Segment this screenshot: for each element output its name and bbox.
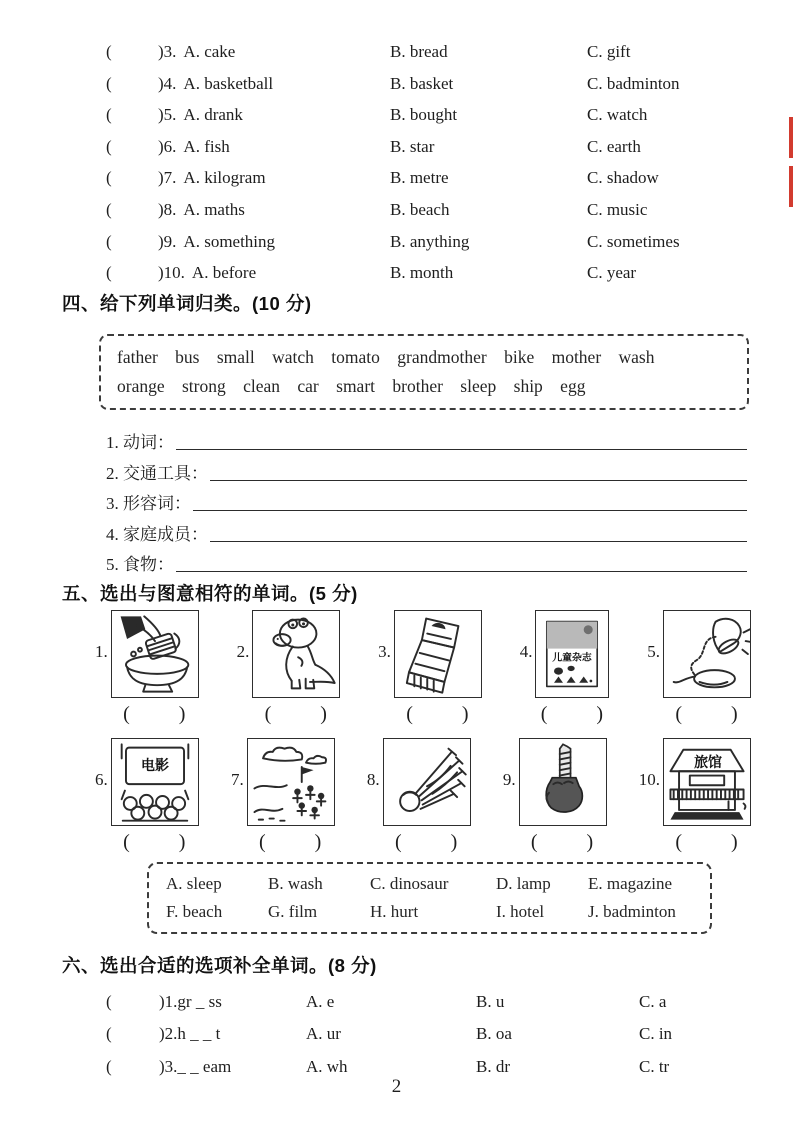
cinema-screen-caption: 电影 (140, 757, 169, 774)
answer-parens: ( ) (123, 703, 187, 725)
fill-letter-row (106, 986, 738, 1018)
answer-blank (210, 480, 747, 481)
option-c: C. gift (587, 42, 631, 61)
picture-item (520, 610, 610, 726)
option-c: C. badminton (587, 73, 680, 93)
option-b: B. dr (476, 1056, 510, 1076)
option-c: C. a (639, 992, 667, 1011)
badminton-picture (383, 738, 471, 826)
question-and-option-a (158, 162, 390, 194)
option-c: C. year (587, 263, 637, 283)
fill-letter-row (106, 1018, 738, 1050)
picture-item (647, 610, 751, 726)
option-b: B. bread (390, 42, 448, 61)
question-and-option-a (158, 99, 390, 131)
option-c: C. earth (587, 136, 641, 156)
picture-number: 8. (366, 770, 380, 789)
picture-item (237, 610, 341, 726)
category-label: 4. 家庭成员： (106, 524, 208, 544)
picture-item (378, 610, 482, 726)
incomplete-word: _ _ eam (177, 1056, 232, 1076)
hurt-finger-picture (519, 738, 607, 826)
option-a: A. something (183, 231, 276, 251)
option-a: A. e (306, 992, 335, 1011)
picture-number: 1. (95, 642, 108, 661)
answer-parens: ( ) (540, 703, 605, 725)
choice-row (106, 131, 751, 163)
answer-paren: ( (106, 168, 112, 188)
answer-blank (193, 510, 747, 511)
option-b: B. oa (476, 1024, 512, 1044)
option-a: A. wh (306, 1056, 348, 1076)
option-a: A. maths (183, 199, 245, 219)
word-options-box (147, 862, 712, 934)
picture-item (367, 738, 471, 854)
picture-number: 9. (502, 770, 516, 789)
option-item: E. magazine (588, 874, 673, 893)
question-number: )3. (158, 42, 177, 61)
option-b: B. basket (390, 73, 454, 93)
option-c: C. sometimes (587, 231, 680, 251)
answer-parens: ( ) (394, 831, 459, 853)
answer-paren: ( (106, 136, 112, 156)
answer-paren: ( (106, 231, 112, 251)
dinosaur-picture (252, 610, 340, 698)
question-and-option-a (158, 257, 390, 289)
picture-number: 3. (378, 642, 391, 661)
section6-title: 六、选出合适的选项补全单词。(8 分) (62, 955, 377, 976)
answer-parens: ( ) (259, 831, 323, 853)
picture-item (231, 738, 335, 854)
option-item: J. badminton (588, 902, 676, 921)
answer-parens: ( ) (406, 703, 470, 725)
picture-number: 6. (95, 770, 108, 789)
question-number: )8. (158, 199, 177, 219)
category-label: 2. 交通工具： (106, 463, 208, 483)
multiple-choice-section (106, 36, 751, 289)
option-a: A. basketball (183, 73, 274, 93)
hotel-picture (663, 738, 751, 826)
magazine-caption: 儿童杂志 (552, 652, 593, 664)
answer-paren: ( (106, 42, 112, 61)
answer-parens: ( ) (123, 831, 187, 853)
option-a: A. ur (306, 1024, 341, 1044)
picture-number: 5. (647, 642, 660, 661)
wash-picture (111, 610, 199, 698)
question-number: )10. (158, 263, 185, 283)
cinema-picture (111, 738, 199, 826)
answer-paren: ( (106, 199, 112, 219)
picture-number: 10. (638, 770, 660, 789)
picture-row (95, 610, 751, 726)
answer-blank (210, 541, 747, 542)
answer-paren: ( (106, 105, 112, 125)
choice-row (106, 257, 751, 289)
option-c: C. shadow (587, 168, 659, 188)
option-item: I. hotel (496, 902, 545, 921)
option-c: C. music (587, 199, 648, 219)
word-with-blank (159, 1018, 306, 1050)
category-item (106, 423, 747, 453)
picture-item (95, 738, 199, 854)
section5-title: 五、选出与图意相符的单词。(5 分) (62, 583, 358, 604)
option-b: B. star (390, 136, 435, 156)
question-and-option-a (158, 131, 390, 163)
question-number: )6. (158, 136, 177, 156)
choice-row (106, 36, 751, 68)
magazine-picture (535, 610, 609, 698)
category-label: 1. 动词： (106, 433, 174, 453)
option-b: B. metre (390, 168, 449, 188)
picture-number: 2. (236, 642, 250, 661)
option-b: B. beach (390, 199, 450, 219)
option-item: F. beach (166, 902, 223, 921)
option-item: B. wash (268, 874, 323, 893)
answer-paren: ( (106, 992, 112, 1011)
picture-item (503, 738, 607, 854)
option-a: A. fish (183, 136, 230, 156)
fill-letter-section (106, 986, 738, 1083)
answer-blank (176, 571, 747, 572)
question-and-option-a (158, 36, 390, 68)
answer-blank (176, 449, 747, 450)
option-item: C. dinosaur (370, 874, 449, 893)
option-c: C. in (639, 1024, 673, 1044)
question-and-option-a (158, 68, 390, 100)
option-b: B. bought (390, 105, 458, 125)
option-a: A. cake (183, 42, 236, 61)
question-number: )5. (158, 105, 177, 125)
option-a: A. kilogram (183, 168, 266, 188)
answer-parens: ( ) (675, 703, 739, 725)
option-item: D. lamp (496, 874, 551, 893)
picture-number: 4. (519, 642, 533, 661)
page-number: 2 (391, 1076, 402, 1097)
picture-item (95, 610, 199, 726)
answer-paren: ( (106, 73, 112, 93)
lamp-picture (663, 610, 751, 698)
choice-row (106, 68, 751, 100)
choice-row (106, 162, 751, 194)
option-c: C. tr (639, 1056, 670, 1076)
word-bank-line: father bus small watch tomato grandmother bike mother wash (117, 347, 655, 367)
category-item (106, 545, 747, 575)
question-number: )1. (159, 992, 178, 1011)
choice-row (106, 99, 751, 131)
scan-artifact-mark (789, 166, 793, 207)
category-item (106, 514, 747, 544)
question-and-option-a (158, 226, 390, 258)
incomplete-word: gr _ ss (177, 992, 222, 1011)
answer-paren: ( (106, 1024, 112, 1044)
option-c: C. watch (587, 105, 648, 125)
question-number: )2. (159, 1024, 178, 1044)
answer-paren: ( (106, 263, 112, 283)
beach-picture (247, 738, 335, 826)
answer-parens: ( ) (530, 831, 595, 853)
category-item (106, 453, 747, 483)
option-a: A. before (191, 263, 257, 283)
word-bank-line: orange strong clean car smart brother sleep ship egg (117, 376, 586, 396)
section4-title: 四、给下列单词归类。(10 分) (62, 293, 312, 314)
category-label: 5. 食物： (106, 554, 174, 574)
option-a: A. drank (183, 105, 243, 125)
question-number: )4. (158, 73, 177, 93)
answer-paren: ( (106, 1056, 112, 1076)
categorize-list (106, 423, 747, 575)
question-number: )7. (158, 168, 177, 188)
category-label: 3. 形容词： (106, 494, 191, 514)
picture-row (95, 738, 751, 854)
choice-row (106, 194, 751, 226)
choice-row (106, 226, 751, 258)
option-b: B. u (476, 992, 505, 1011)
incomplete-word: h _ _ t (177, 1024, 221, 1044)
word-with-blank (159, 986, 306, 1018)
option-item: H. hurt (370, 902, 419, 921)
hotel-sign-caption: 旅馆 (694, 753, 723, 770)
option-b: B. month (390, 263, 454, 283)
answer-parens: ( ) (675, 831, 739, 853)
question-and-option-a (158, 194, 390, 226)
picture-item (639, 738, 751, 854)
word-bank (99, 334, 749, 410)
answer-parens: ( ) (264, 703, 328, 725)
scan-artifact-mark (789, 117, 793, 158)
option-item: G. film (268, 902, 318, 921)
option-b: B. anything (390, 231, 470, 251)
question-number: )9. (158, 231, 177, 251)
question-number: )3. (159, 1056, 178, 1076)
picture-number: 7. (230, 770, 244, 789)
bed-picture (394, 610, 482, 698)
category-item (106, 484, 747, 514)
option-item: A. sleep (166, 874, 222, 893)
